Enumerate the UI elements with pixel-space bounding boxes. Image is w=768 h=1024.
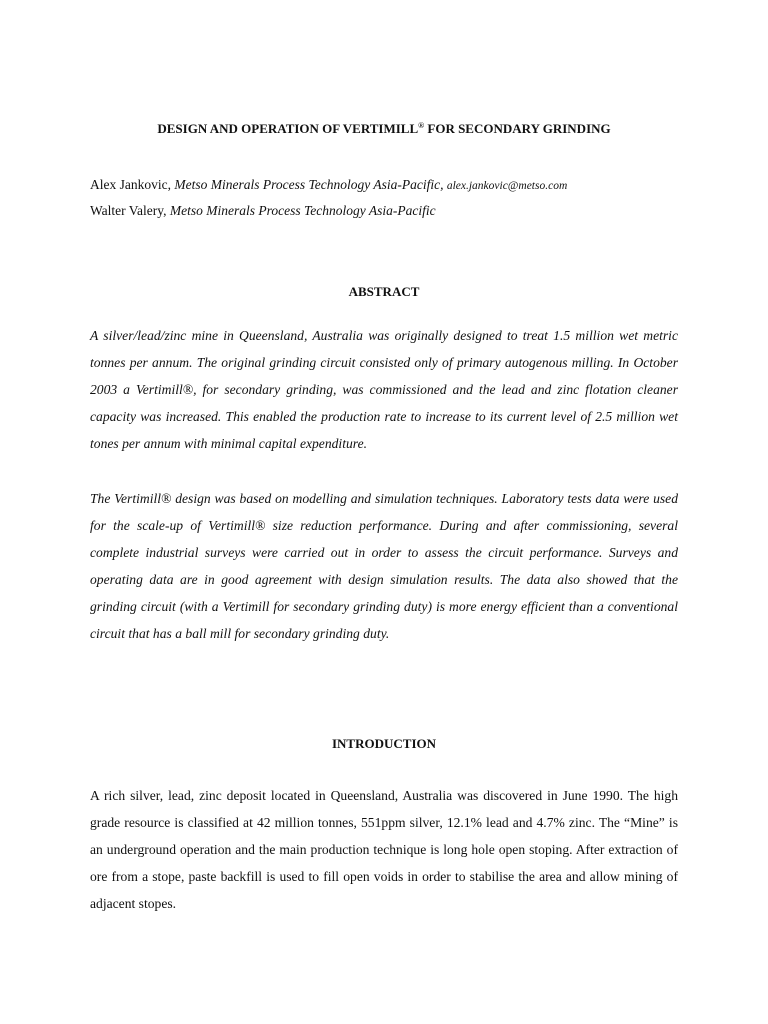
paper-title bbox=[90, 121, 678, 137]
author-name: Alex Jankovic, bbox=[90, 177, 175, 192]
abstract-paragraph-2: The Vertimill® design was based on modelling and simulation techniques. Laboratory tests data were used for the scale-up of Vertimill® size reduction performance. During and after commissioning, several complete industrial surveys were carried out in order to assess the circuit performance. Surveys and operating data are in good agreement with design simulation results. The data also showed that the grinding circuit (with a Vertimill for secondary grinding duty) is more energy efficient than a conventional circuit that has a ball mill for secondary grinding duty. bbox=[90, 491, 678, 641]
registered-mark: ® bbox=[418, 121, 425, 130]
introduction-heading: INTRODUCTION bbox=[331, 736, 436, 751]
author-affiliation: Metso Minerals Process Technology Asia-Pacific bbox=[169, 203, 436, 218]
introduction-paragraph-1: A rich silver, lead, zinc deposit located in Queensland, Australia was discovered in June 1990. The high grade resource is classified at 42 million tonnes, 551ppm silver, 12.1% lead and 4.7% zinc. The “Mine” is an underground operation and the main production technique is long hole open stoping. After extraction of ore from a stope, paste backfill is used to fill open voids in order to stabilise the area and allow mining of adjacent stopes. bbox=[90, 788, 678, 911]
author-line-2 bbox=[90, 202, 690, 220]
abstract-heading: ABSTRACT bbox=[348, 284, 420, 299]
abstract-paragraph-1: A silver/lead/zinc mine in Queensland, Australia was originally designed to treat 1.5 million wet metric tonnes per annum. The original grinding circuit consisted only of primary autogenous milling. In October 2003 a Vertimill®, for secondary grinding, was commissioned and the lead and zinc flotation cleaner capacity was increased. This enabled the production rate to increase to its current level of 2.5 million wet tones per annum with minimal capital expenditure. bbox=[90, 328, 678, 451]
title-text-rest: FOR SECONDARY GRINDING bbox=[424, 121, 611, 136]
title-text: DESIGN AND OPERATION OF VERTIMILL bbox=[157, 121, 419, 136]
author-line-1 bbox=[90, 176, 690, 195]
author-name: Walter Valery, bbox=[90, 203, 170, 218]
author-affiliation: Metso Minerals Process Technology Asia-Pacific, bbox=[174, 177, 447, 192]
author-email: alex.jankovic@metso.com bbox=[446, 180, 568, 192]
